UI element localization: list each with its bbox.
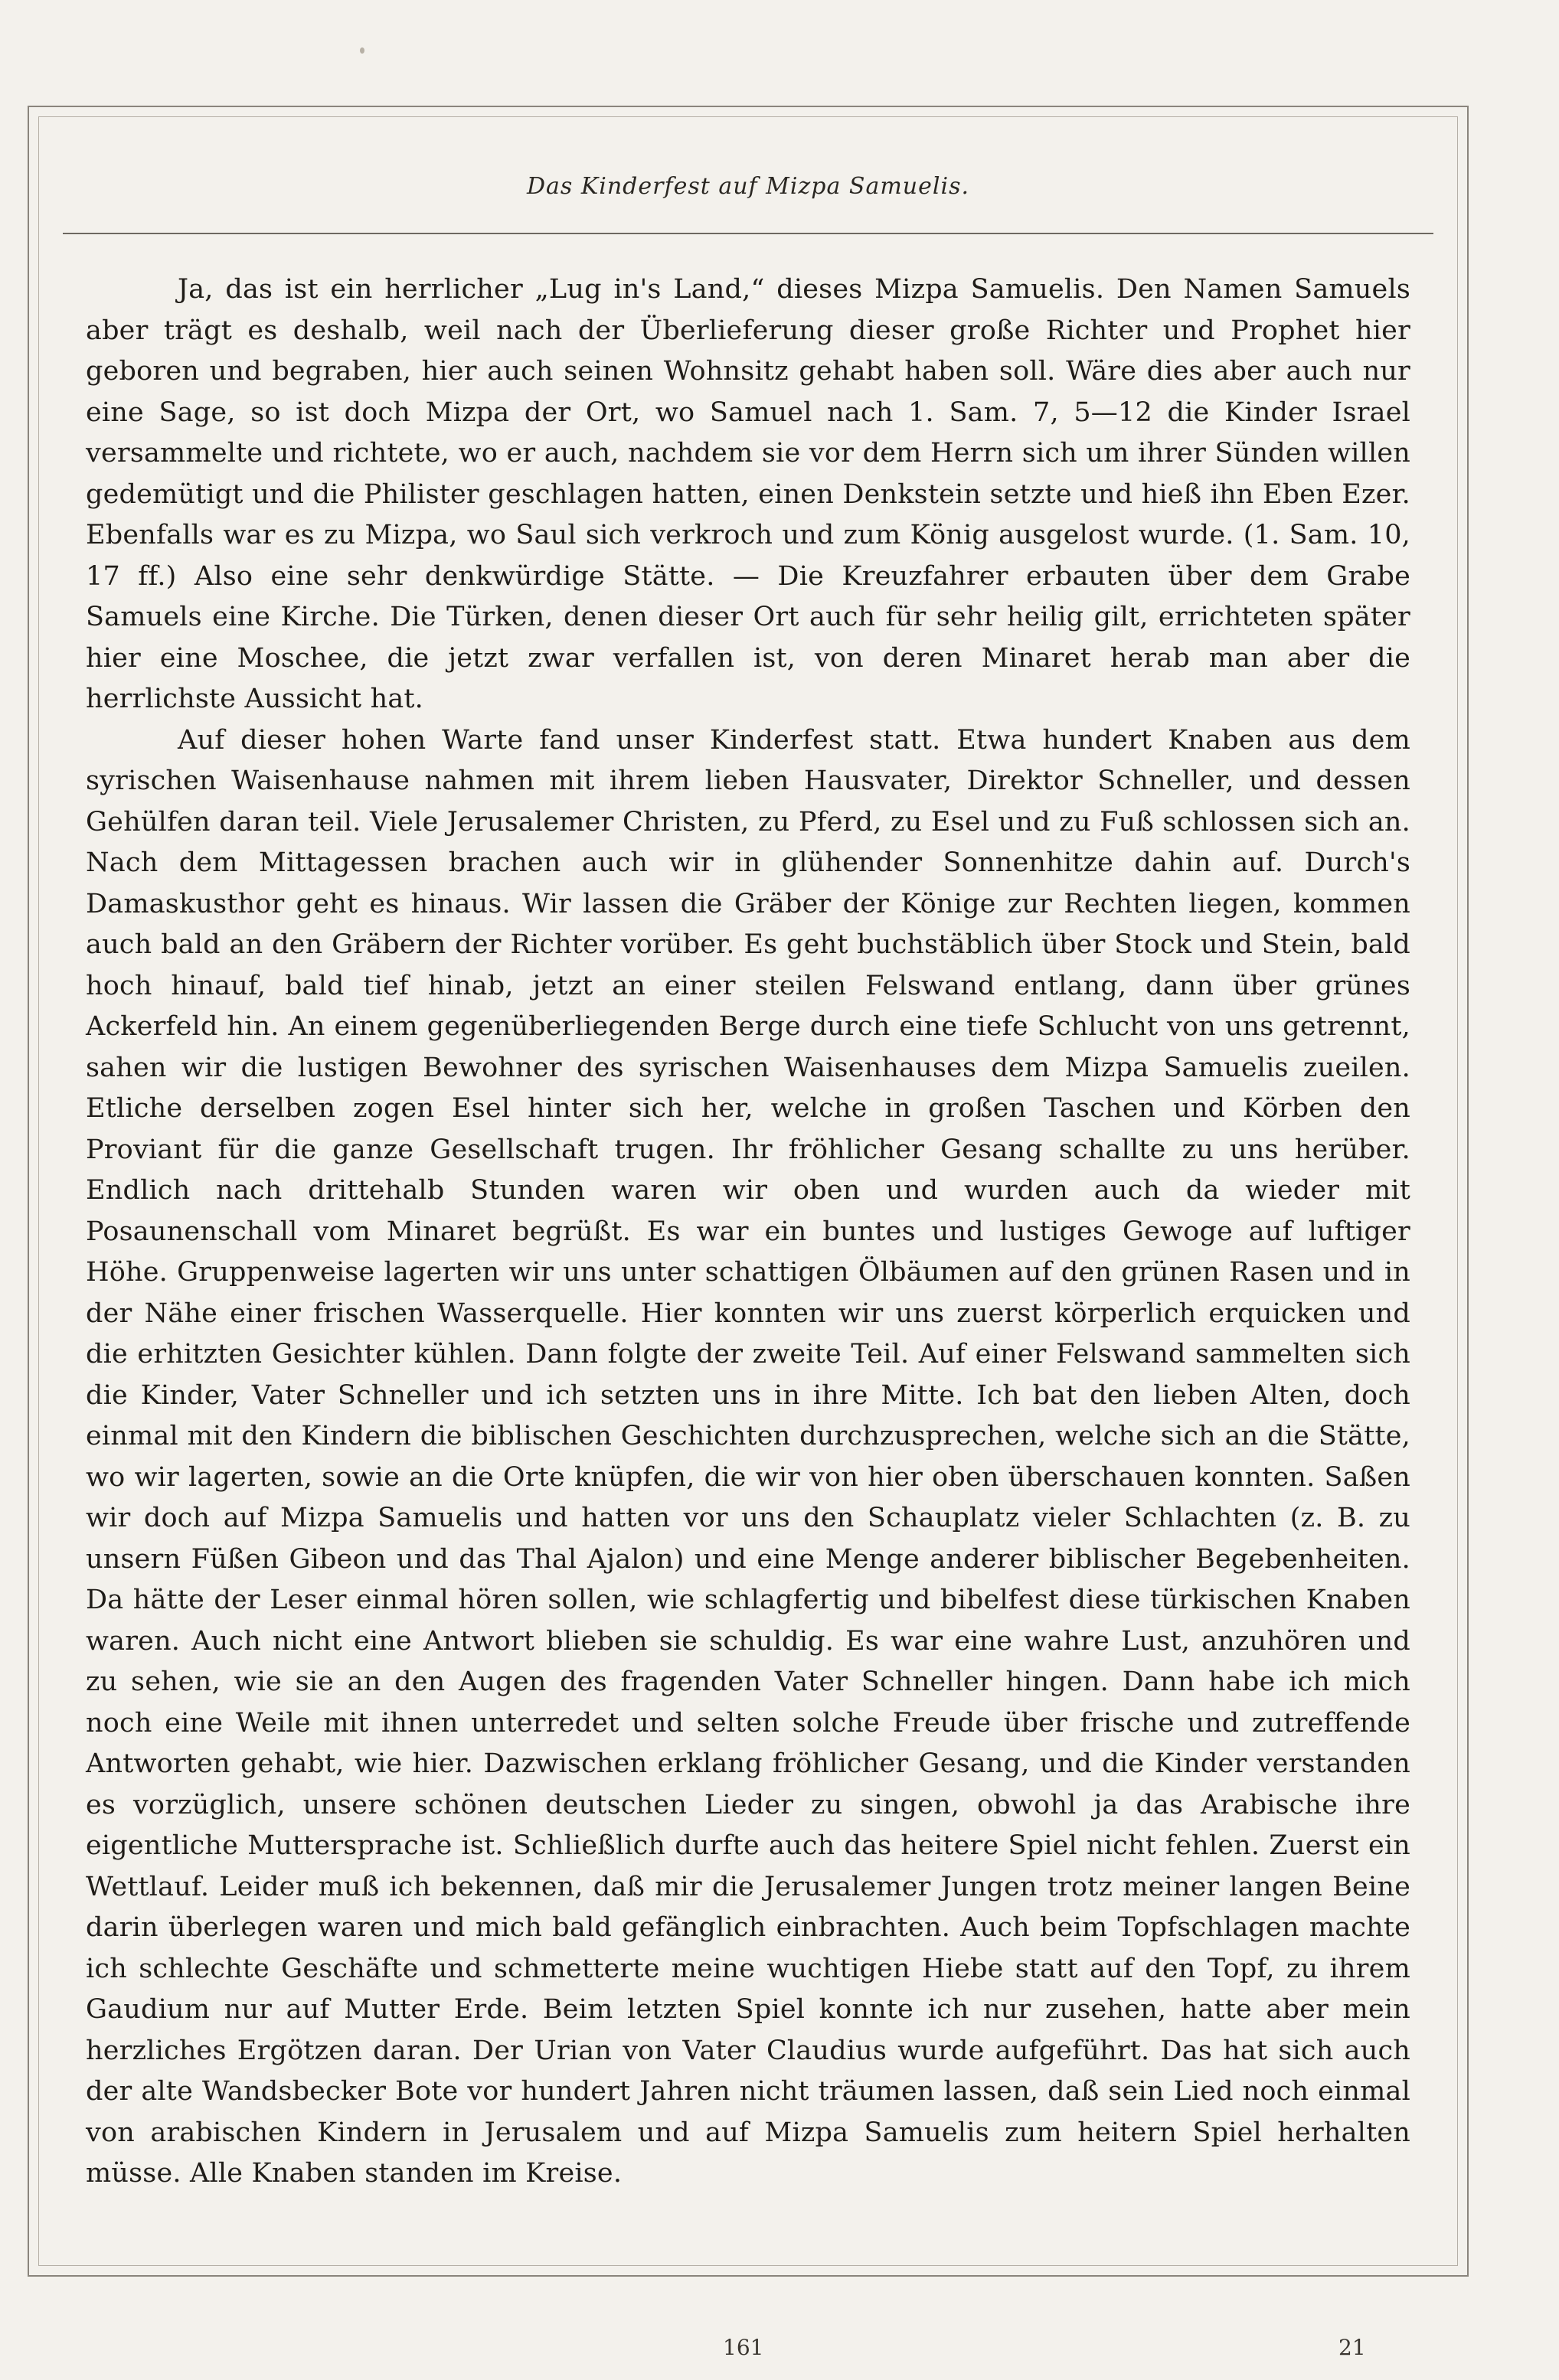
page-number: 161 (723, 2335, 764, 2360)
header-rule (63, 233, 1433, 234)
page-border (28, 106, 1469, 2277)
paper-speck (360, 47, 364, 54)
running-header: Das Kinderfest auf Mizpa Samuelis. (526, 173, 969, 200)
paragraph: Auf dieser hohen Warte fand unser Kinderfest statt. Etwa hundert Knaben aus dem syrischen Waisenhause nahmen mit ihrem lieben Hausvater, Direktor Schneller, und dessen Gehülfen daran teil. Viele Jerusalemer Christen, zu Pferd, zu Esel und zu Fuß schlossen sich an. Nach dem Mittagessen brachen auch wir in glühender Sonnenhitze dahin auf. Durch's Damaskusthor geht es hinaus. Wir lassen die Gräber der Könige zur Rechten liegen, kommen auch bald an den Gräbern der Richter vorüber. Es geht buchstäblich über Stock und Stein, bald hoch hinauf, bald tief hinab, jetzt an einer steilen Felswand entlang, dann über grünes Ackerfeld hin. An einem gegenüberliegenden Berge durch eine tiefe Schlucht von uns getrennt, sahen wir die lustigen Bewohner des syrischen Waisenhauses dem Mizpa Samuelis zueilen. Etliche derselben zogen Esel hinter sich her, welche in großen Taschen und Körben den Proviant für die ganze Gesellschaft trugen. Ihr fröhlicher Gesang schallte zu uns herüber. Endlich nach drittehalb Stunden waren wir oben und wurden auch da wieder mit Posaunenschall vom Minaret begrüßt. Es war ein buntes und lustiges Gewoge auf luftiger Höhe. Gruppenweise lagerten wir uns unter schattigen Ölbäumen auf den grünen Rasen und in der Nähe einer frischen Wasserquelle. Hier konnten wir uns zuerst körperlich erquicken und die erhitzten Gesichter kühlen. Dann folgte der zweite Teil. Auf einer Felswand sammelten sich die Kinder, Vater Schneller und ich setzten uns in ihre Mitte. Ich bat den lieben Alten, doch einmal mit den Kindern die biblischen Geschichten durchzusprechen, welche sich an die Stätte, wo wir lagerten, sowie an die Orte knüpfen, die wir von hier oben überschauen konnten. Saßen wir doch auf Mizpa Samuelis und hatten vor uns den Schauplatz vieler Schlachten (z. B. zu unsern Füßen Gibeon und das Thal Ajalon) und eine Menge anderer biblischer Begebenheiten. Da hätte der Leser einmal hören sollen, wie schlagfertig und bibelfest diese türkischen Knaben waren. Auch nicht eine Antwort blieben sie schuldig. Es war eine wahre Lust, anzuhören und zu sehen, wie sie an den Augen des fragenden Vater Schneller hingen. Dann habe ich mich noch eine Weile mit ihnen unterredet und selten solche Freude über frische und zutreffende Antworten gehabt, wie hier. Dazwischen erklang fröhlicher Gesang, und die Kinder verstanden es vorzüglich, unsere schönen deutschen Lieder zu singen, obwohl ja das Arabische ihre eigentliche Muttersprache ist. Schließlich durfte auch das heitere Spiel nicht fehlen. Zuerst ein Wettlauf. Leider muß ich bekennen, daß mir die Jerusalemer Jungen trotz meiner langen Beine darin überlegen waren und mich bald gefänglich einbrachten. Auch beim Topfschlagen machte ich schlechte Geschäfte und schmetterte meine wuchtigen Hiebe statt auf den Topf, zu ihrem Gaudium nur auf Mutter Erde. Beim letzten Spiel konnte ich nur zusehen, hatte aber mein herzliches Ergötzen daran. Der Urian von Vater Claudius wurde aufgeführt. Das hat sich auch der alte Wandsbecker Bote vor hundert Jahren nicht träumen lassen, daß sein Lied noch einmal von arabischen Kindern in Jerusalem und auf Mizpa Samuelis zum heitern Spiel herhalten müsse. Alle Knaben standen im Kreise. (86, 724, 1410, 2189)
article-body (86, 269, 1410, 2195)
paragraph: Ja, das ist ein herrlicher „Lug in's Land,“ dieses Mizpa Samuelis. Den Namen Samuels aber trägt es deshalb, weil nach der Überlieferung dieser große Richter und Prophet hier geboren und begraben, hier auch seinen Wohnsitz gehabt haben soll. Wäre dies aber auch nur eine Sage, so ist doch Mizpa der Ort, wo Samuel nach 1. Sam. 7, 5—12 die Kinder Israel versammelte und richtete, wo er auch, nachdem sie vor dem Herrn sich um ihrer Sünden willen gedemütigt und die Philister geschlagen hatten, einen Denkstein setzte und hieß ihn Eben Ezer. Ebenfalls war es zu Mizpa, wo Saul sich verkroch und zum König ausgelost wurde. (1. Sam. 10, 17 ff.) Also eine sehr denkwürdige Stätte. — Die Kreuzfahrer erbauten über dem Grabe Samuels eine Kirche. Die Türken, denen dieser Ort auch für sehr heilig gilt, errichteten später hier eine Moschee, die jetzt zwar verfallen ist, von deren Minaret herab man aber die herrlichste Aussicht hat. (86, 274, 1410, 714)
signature-mark: 21 (1338, 2335, 1366, 2360)
